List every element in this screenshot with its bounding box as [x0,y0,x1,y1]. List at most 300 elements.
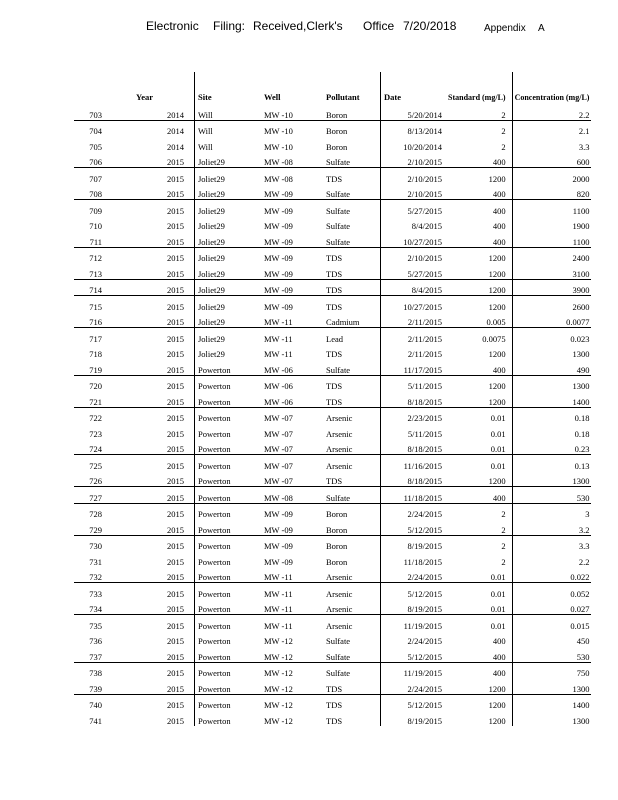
row-pollutant: Boron [326,524,348,535]
row-site: Will [195,104,261,120]
row-pollutant: Arsenic [326,444,353,454]
row-site: Joliet29 [195,168,261,184]
row-pollutant: TDS [322,279,381,296]
row-date: 11/17/2015 [381,359,447,375]
row-concentration: 450 [512,631,591,647]
row-year: 2015 [106,200,195,216]
row-concentration: 1300 [512,471,591,487]
row-date: 11/19/2015 [381,615,447,631]
row-number: 738 [74,662,106,678]
row-standard: 0.01 [446,455,512,471]
row-well: MW -09 [264,236,293,247]
row-year: 2015 [106,328,195,344]
row-concentration: 0.23 [512,439,591,455]
row-standard: 0.01 [490,604,506,614]
row-standard: 1200 [446,279,512,296]
row-number: 708 [89,189,102,199]
row-year: 2015 [106,487,195,504]
row-standard: 400 [492,157,506,167]
row-year: 2015 [167,636,184,646]
row-number: 725 [74,455,106,471]
row-well: MW -10 [264,141,293,152]
row-number: 723 [89,428,102,439]
table-row [74,312,591,328]
row-site: Will [195,120,261,136]
header-appendix-letter: A [538,23,545,34]
row-standard: 0.01 [490,572,506,582]
row-standard: 1200 [488,268,506,279]
row-site: Powerton [195,519,261,535]
row-year: 2015 [106,583,195,599]
row-number: 727 [74,487,106,504]
row-number: 728 [74,503,106,519]
row-number: 734 [89,604,102,614]
row-standard: 2 [446,120,512,136]
table-row [74,247,591,263]
row-pollutant: TDS [326,268,343,279]
row-year: 2015 [167,189,184,199]
table-row [74,662,591,678]
row-concentration: 2400 [512,247,591,263]
row-well: MW -11 [264,317,293,327]
row-site: Powerton [195,551,261,567]
row-well: MW -12 [264,683,293,694]
table-row [74,328,591,344]
table-row [74,519,591,535]
row-site: Joliet29 [195,263,261,279]
row-number: 736 [89,636,102,646]
row-pollutant: Boron [326,109,348,120]
row-year: 2015 [167,715,184,726]
header-received: Received,Clerk's [253,19,343,33]
row-site: Joliet29 [195,279,261,296]
row-standard: 1200 [446,168,512,184]
table-header-row [74,72,591,104]
row-standard: 2 [501,524,506,535]
row-well: MW -12 [264,715,293,726]
table-row [74,407,591,423]
row-well: MW -11 [264,604,293,614]
row-year: 2015 [106,694,195,710]
row-site: Joliet29 [195,231,261,247]
row-year: 2015 [167,524,184,535]
row-number: 724 [89,444,102,454]
table-row [74,152,591,168]
row-number: 732 [89,572,102,582]
row-well: MW -07 [260,407,322,423]
row-concentration: 3900 [512,279,591,296]
table-row [74,439,591,455]
table-row [74,263,591,279]
header-year: Year [136,92,153,102]
row-number: 709 [74,200,106,216]
row-date: 2/24/2015 [381,567,447,583]
row-standard: 1200 [446,247,512,263]
table-row [74,583,591,599]
row-year: 2015 [167,157,184,167]
row-site: Joliet29 [195,328,261,344]
row-date: 11/18/2015 [381,487,447,504]
row-concentration: 2000 [512,168,591,184]
header-well: Well [264,92,281,102]
table-row [74,104,591,120]
row-number: 735 [74,615,106,631]
row-concentration: 3100 [512,263,591,279]
row-standard: 0.01 [490,428,506,439]
row-site: Powerton [195,359,261,375]
row-number: 731 [89,556,102,567]
row-year: 2015 [106,375,195,391]
row-well: MW -12 [264,636,293,646]
row-concentration: 0.027 [512,599,591,615]
row-standard: 400 [492,236,506,247]
header-date: 7/20/2018 [403,19,457,33]
row-concentration: 2.1 [512,120,591,136]
row-well: MW -09 [260,296,322,312]
row-standard: 400 [446,662,512,678]
row-year: 2015 [167,349,184,359]
table-row [74,359,591,375]
row-year: 2015 [106,168,195,184]
row-concentration: 0.023 [512,328,591,344]
row-concentration: 0.022 [512,567,591,583]
row-concentration: 1100 [512,231,591,247]
row-standard: 0.01 [490,444,506,454]
table-row [74,503,591,519]
row-pollutant: Sulfate [326,236,351,247]
row-number: 733 [74,583,106,599]
row-number: 730 [74,535,106,551]
row-concentration: 0.0077 [512,312,591,328]
row-well: MW -10 [260,120,322,136]
row-concentration: 1900 [512,216,591,232]
row-site: Powerton [195,599,261,615]
row-number: 706 [89,157,102,167]
row-site: Powerton [195,535,261,551]
row-standard: 2 [501,141,506,152]
table-row [74,423,591,439]
row-well: MW -09 [260,535,322,551]
row-pollutant: Boron [326,141,348,152]
row-well: MW -11 [260,583,322,599]
row-well: MW -11 [264,572,293,582]
row-year: 2014 [167,109,184,120]
row-number: 741 [89,715,102,726]
row-standard: 1200 [488,476,506,486]
row-date: 5/12/2015 [381,646,447,662]
row-number: 717 [74,328,106,344]
row-date: 2/10/2015 [381,184,447,200]
row-well: MW -07 [264,428,293,439]
row-date: 5/27/2015 [381,263,447,279]
row-year: 2015 [167,268,184,279]
row-number: 716 [89,317,102,327]
row-year: 2015 [106,279,195,296]
row-number: 721 [89,396,102,407]
row-standard: 400 [446,487,512,504]
row-well: MW -09 [264,524,293,535]
row-date: 11/19/2015 [381,662,447,678]
row-pollutant: TDS [322,247,381,263]
row-concentration: 2.2 [512,551,591,567]
row-year: 2015 [167,651,184,662]
row-standard: 400 [492,221,506,231]
row-standard: 1200 [488,683,506,694]
row-date: 8/13/2014 [381,120,447,136]
table-row [74,375,591,391]
row-pollutant: Sulfate [326,157,351,167]
table-row [74,567,591,583]
row-pollutant: Arsenic [322,615,381,631]
row-year: 2015 [106,296,195,312]
row-site: Will [195,136,261,152]
row-number: 707 [74,168,106,184]
row-date: 2/11/2015 [381,312,447,328]
row-well: MW -11 [260,328,322,344]
row-well: MW -11 [264,349,293,359]
row-site: Powerton [195,694,261,710]
row-date: 8/19/2015 [381,599,447,615]
row-standard: 0.01 [446,407,512,423]
table-row [74,136,591,152]
row-date: 8/18/2015 [381,391,447,407]
row-pollutant: Arsenic [322,583,381,599]
row-well: MW -09 [260,200,322,216]
table-row [74,279,591,296]
row-standard: 1200 [488,715,506,726]
header-standard: Standard (mg/L) [448,93,506,102]
row-well: MW -07 [264,476,293,486]
header-appendix: Appendix [484,23,526,34]
row-pollutant: Boron [326,556,348,567]
row-pollutant: Sulfate [322,487,381,504]
row-site: Powerton [195,631,261,647]
table-row [74,471,591,487]
table-row [74,599,591,615]
row-standard: 1200 [488,396,506,407]
row-pollutant: Sulfate [326,651,351,662]
table-row [74,200,591,216]
row-concentration: 1400 [512,391,591,407]
row-well: MW -08 [260,487,322,504]
row-date: 2/23/2015 [381,407,447,423]
row-well: MW -07 [260,455,322,471]
row-number: 722 [74,407,106,423]
row-site: Powerton [195,455,261,471]
row-year: 2015 [167,604,184,614]
table-row [74,694,591,710]
row-year: 2015 [167,428,184,439]
row-concentration: 1300 [512,710,591,726]
row-well: MW -09 [264,268,293,279]
row-year: 2015 [167,396,184,407]
row-standard: 0.0075 [446,328,512,344]
row-pollutant: TDS [326,476,343,486]
row-year: 2015 [167,476,184,486]
row-number: 712 [74,247,106,263]
row-date: 2/24/2015 [381,503,447,519]
row-date: 5/12/2015 [381,519,447,535]
row-well: MW -09 [260,503,322,519]
row-standard: 2 [501,556,506,567]
row-standard: 2 [446,503,512,519]
row-date: 5/20/2014 [381,104,447,120]
row-well: MW -10 [264,109,293,120]
table-row [74,615,591,631]
row-concentration: 490 [512,359,591,375]
row-well: MW -12 [260,694,322,710]
row-well: MW -12 [260,662,322,678]
row-concentration: 600 [512,152,591,168]
exceedance-table [74,72,591,726]
table-row [74,678,591,694]
row-standard: 2 [446,535,512,551]
row-pollutant: TDS [322,296,381,312]
row-concentration: 2.2 [512,104,591,120]
row-pollutant: Cadmium [326,317,360,327]
table-row [74,231,591,247]
row-date: 2/11/2015 [381,344,447,360]
row-well: MW -09 [264,221,293,231]
row-standard: 2 [501,109,506,120]
row-pollutant: Boron [322,535,381,551]
header-num [74,72,106,104]
row-number: 713 [89,268,102,279]
row-date: 2/24/2015 [381,631,447,647]
row-site: Powerton [195,407,261,423]
row-concentration: 1300 [512,678,591,694]
row-pollutant: Sulfate [326,636,351,646]
row-concentration: 750 [512,662,591,678]
row-site: Joliet29 [195,247,261,263]
row-date: 5/11/2015 [381,375,447,391]
header-concentration: Concentration (mg/L) [512,72,591,104]
row-pollutant: Sulfate [322,662,381,678]
row-date: 2/11/2015 [381,328,447,344]
row-year: 2014 [167,141,184,152]
row-concentration: 530 [512,646,591,662]
row-standard: 400 [492,364,506,375]
row-pollutant: Arsenic [326,572,353,582]
row-pollutant: TDS [326,396,343,407]
row-number: 711 [89,236,102,247]
header-electronic: Electronic [146,19,199,33]
row-well: MW -09 [264,189,293,199]
row-pollutant: Boron [322,120,381,136]
row-pollutant: Sulfate [326,364,351,375]
row-concentration: 0.13 [512,455,591,471]
row-year: 2015 [167,444,184,454]
row-pollutant: Arsenic [322,455,381,471]
row-number: 739 [89,683,102,694]
row-date: 2/10/2015 [381,168,447,184]
row-concentration: 3.3 [512,535,591,551]
row-number: 710 [89,221,102,231]
row-site: Powerton [195,678,261,694]
row-concentration: 2600 [512,296,591,312]
row-well: MW -09 [260,247,322,263]
table-row [74,487,591,504]
row-pollutant: Lead [322,328,381,344]
row-well: MW -06 [264,364,293,375]
row-site: Powerton [195,487,261,504]
table-row [74,551,591,567]
row-site: Powerton [195,423,261,439]
row-year: 2015 [106,503,195,519]
row-concentration: 1300 [512,375,591,391]
row-number: 703 [89,109,102,120]
header-date: Date [381,72,447,104]
row-site: Joliet29 [195,184,261,200]
table-row [74,184,591,200]
row-concentration: 3.2 [512,519,591,535]
row-concentration: 3.3 [512,136,591,152]
row-date: 10/27/2015 [381,296,447,312]
table-row [74,710,591,726]
row-pollutant: TDS [326,715,343,726]
table-row [74,120,591,136]
row-year: 2015 [106,662,195,678]
row-concentration: 1300 [512,344,591,360]
row-site: Joliet29 [195,152,261,168]
row-standard: 0.005 [486,317,506,327]
row-year: 2015 [167,683,184,694]
row-well: MW -06 [260,375,322,391]
row-pollutant: TDS [322,694,381,710]
row-date: 2/24/2015 [381,678,447,694]
row-well: MW -11 [260,615,322,631]
row-number: 718 [89,349,102,359]
row-date: 5/27/2015 [381,200,447,216]
row-date: 2/10/2015 [381,247,447,263]
table-row [74,168,591,184]
row-pollutant: TDS [326,683,343,694]
row-site: Joliet29 [195,312,261,328]
row-number: 719 [89,364,102,375]
row-number: 720 [74,375,106,391]
row-pollutant: Sulfate [326,189,351,199]
row-date: 11/16/2015 [381,455,447,471]
header-office: Office [363,19,395,33]
table-row [74,216,591,232]
row-site: Powerton [195,662,261,678]
row-number: 714 [74,279,106,296]
row-year: 2015 [167,221,184,231]
row-standard: 1200 [446,375,512,391]
row-standard: 400 [492,651,506,662]
row-concentration: 820 [512,184,591,200]
row-year: 2015 [106,407,195,423]
header-filing: Filing: [213,19,246,33]
row-date: 8/4/2015 [381,216,447,232]
row-site: Powerton [195,567,261,583]
row-date: 8/18/2015 [381,439,447,455]
row-site: Powerton [195,391,261,407]
row-date: 8/18/2015 [381,471,447,487]
row-site: Powerton [195,471,261,487]
row-site: Joliet29 [195,200,261,216]
row-number: 715 [74,296,106,312]
row-concentration: 1100 [512,200,591,216]
row-concentration: 3 [512,503,591,519]
row-site: Powerton [195,646,261,662]
row-well: MW -09 [260,279,322,296]
row-concentration: 1400 [512,694,591,710]
row-number: 705 [89,141,102,152]
row-site: Powerton [195,710,261,726]
row-standard: 1200 [488,349,506,359]
row-concentration: 0.18 [512,407,591,423]
